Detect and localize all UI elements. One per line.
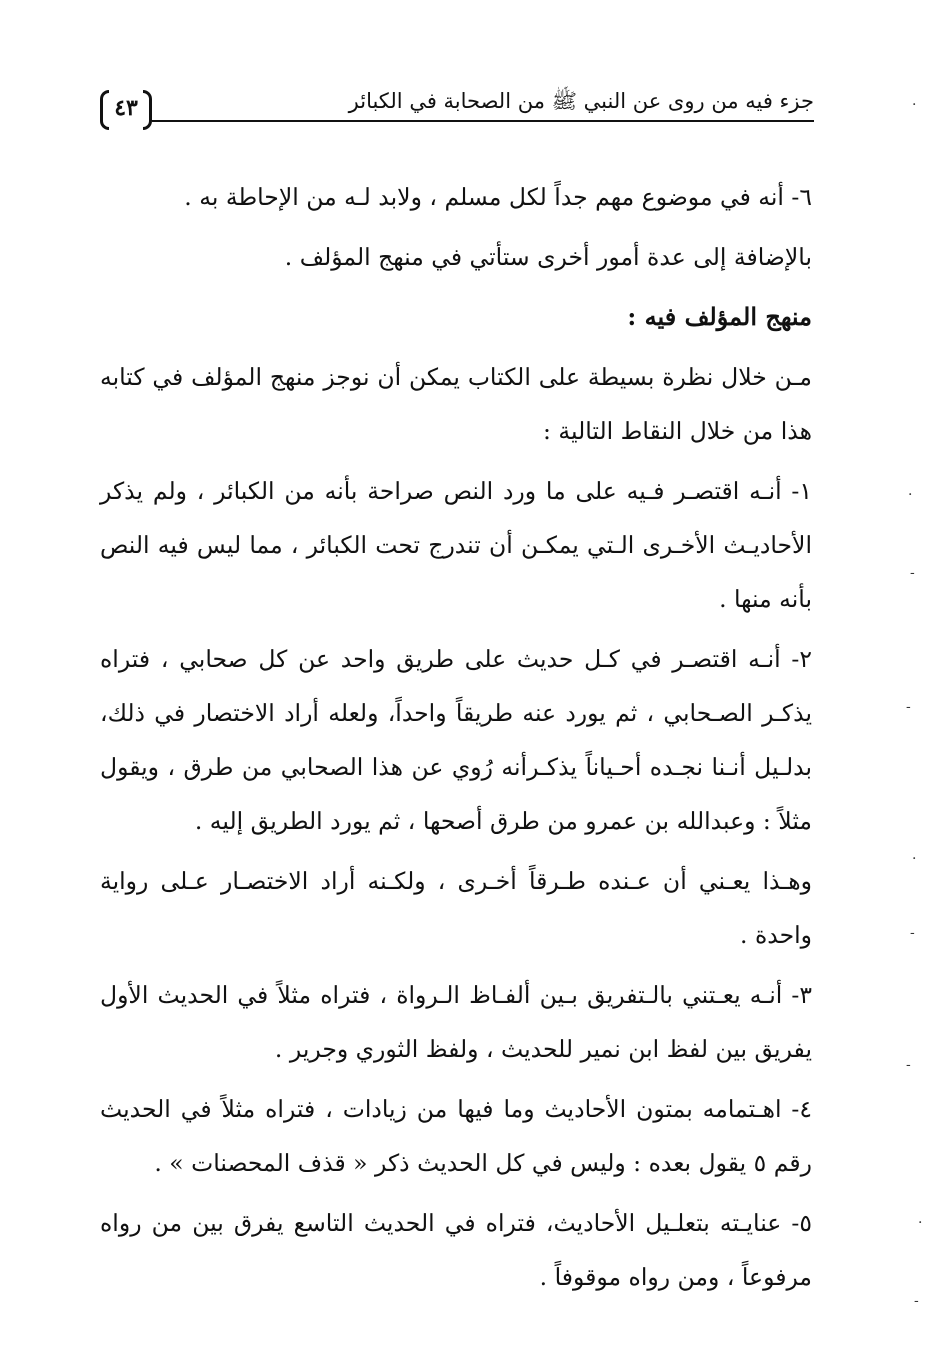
paragraph-point-1: ١- أنـه اقتصـر فـيه على ما ورد النص صراحة بأنه من الكبائر ، ولم يذكر الأحاديـث الأخـرى الـتي يمكـن أن تندرج تحت الكبائر ، مما ليس فيه النص بأنه منها . [100, 477, 812, 613]
paragraph-intro: مـن خلال نظرة بسيطة على الكتاب يمكن أن نوجز منهج المؤلف في كتابه هذا من خلال النقاط التالية : [100, 363, 812, 445]
page-number-box [100, 90, 152, 126]
header-title: جزء فيه من روى عن النبي ﷺ من الصحابة في الكبائر [348, 89, 814, 113]
paragraph-point-2-cont: وهـذا يعـني أن عـنده طـرقاً أخـرى ، ولكـنه أراد الاختصـار عـلى رواية واحدة . [100, 867, 812, 949]
margin-mark: · [912, 97, 917, 113]
margin-mark: · [912, 851, 917, 867]
paragraph-point-5: ٥- عنايـته بتعلـيل الأحاديث، فتراه في الحديث التاسع يفرق بين من رواه مرفوعاً ، ومن رواه موقوفاً . [100, 1209, 812, 1291]
page-number: ٤٣ [114, 95, 138, 121]
running-header [100, 82, 814, 122]
paragraph-point-4: ٤- اهـتمامه بمتون الأحاديث وما فيها من زيادات ، فتراه مثلاً في الحديث رقم ٥ يقول بعده : وليس في كل الحديث ذكر « قذف المحصنات » . [100, 1095, 812, 1177]
paragraph-point-2: ٢- أنـه اقتصـر في كـل حديث على طريق واحد عن كل صحابي ، فتراه يذكـر الصـحابي ، ثم يورد عنه طريقاً واحداً، ولعله أراد الاختصار في ذلك، بدلـيل أنـنا نجـده أحـياناً يذكـرأنه رُوي عن هذا الصحابي من طرق ، ويقول مثلاً : وعبدالله بن عمرو من طرق أصحها ، ثم يورد الطريق إليه . [100, 645, 812, 835]
margin-mark: - [910, 925, 915, 941]
header-rule [152, 120, 814, 122]
paragraph-additional: بالإضافة إلى عدة أمور أخرى ستأتي في منهج المؤلف . [284, 243, 812, 271]
paragraph-point-6: ٦- أنه في موضوع مهم جداً لكل مسلم ، ولابد لـه من الإحاطة به . [184, 183, 812, 211]
margin-mark: · [908, 487, 913, 503]
bracket-right-shape [143, 90, 152, 130]
margin-mark: - [906, 699, 911, 715]
margin-mark: - [906, 1057, 911, 1073]
margin-mark: · [918, 1215, 923, 1231]
bracket-left-shape [100, 90, 109, 130]
body-text [100, 170, 812, 1304]
paragraph-point-3: ٣- أنـه يعـتني بالـتفريق بـين ألفـاظ الـرواة ، فتراه مثلاً في الحديث الأول يفريق بين لفظ ابن نمير للحديث ، ولفظ الثوري وجرير . [100, 981, 812, 1063]
section-heading: منهج المؤلف فيه : [627, 302, 812, 331]
margin-mark: - [914, 1293, 919, 1309]
margin-mark: - [910, 565, 915, 581]
